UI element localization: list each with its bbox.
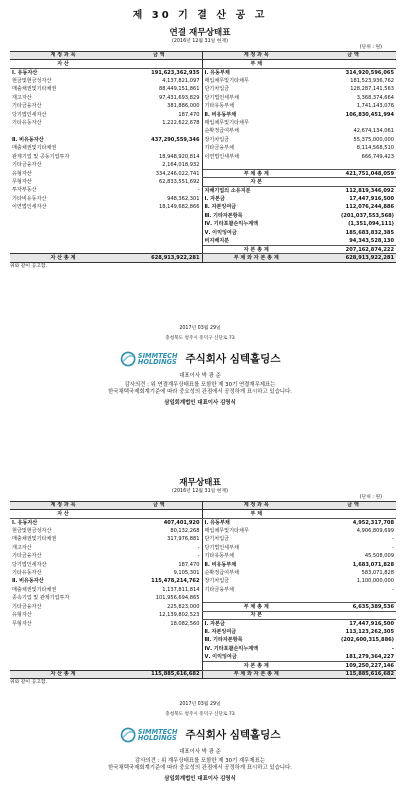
liability-equity-amount: 4,906,809,699 (356, 527, 394, 534)
asset-amount (116, 645, 202, 653)
asset-amount: 948,362,301 (167, 195, 200, 202)
liability-equity-amount: (201,037,553,568) (341, 212, 394, 219)
table-row (10, 527, 396, 535)
section-header: 부 채 (202, 510, 310, 518)
asset-amount: 9,105,301 (173, 569, 200, 576)
table-row (10, 161, 396, 169)
asset-account: 당기법인세자산 (12, 111, 47, 118)
liability-equity-amount: 55,375,000,000 (353, 136, 394, 143)
asset-amount (116, 662, 202, 670)
table-row (10, 662, 396, 670)
liability-equity-account: 비지배지분 (202, 237, 310, 245)
asset-account (10, 229, 116, 237)
asset-amount (116, 245, 202, 253)
table-row (10, 518, 396, 526)
table-row (10, 552, 396, 560)
asset-amount: 317,976,881 (167, 536, 200, 543)
column-header: 계 정 과 목 (202, 51, 310, 59)
liability-equity-amount: 181,523,936,762 (350, 77, 394, 84)
asset-account (10, 212, 116, 220)
asset-account (10, 662, 116, 670)
consolidated-announce-date: 2017년 03월 29일 (179, 326, 221, 331)
liability-equity-amount: 45,508,009 (364, 553, 394, 560)
asset-account: Ⅰ. 유동자산 (12, 519, 38, 526)
liability-equity-account: Ⅲ. 기타자본항목 (202, 636, 310, 644)
asset-amount: 80,132,268 (170, 527, 200, 534)
section-header (116, 510, 202, 518)
table-row (10, 102, 396, 110)
liability-equity-amount: 6,635,389,536 (310, 603, 396, 611)
table-row (10, 220, 396, 228)
table-total-row (10, 254, 396, 262)
column-header: 금 액 (310, 501, 396, 509)
asset-amount (116, 220, 202, 228)
asset-amount: 4,137,821,097 (162, 77, 200, 84)
total-liabilities-equity-label: 부 채 와 자 본 총 계 (202, 254, 310, 262)
asset-amount (116, 237, 202, 245)
liability-equity-amount: 207,162,874,222 (310, 245, 396, 253)
asset-amount: 18,948,920,814 (158, 153, 200, 160)
total-liabilities-equity-amount: 628,913,922,281 (310, 254, 396, 262)
table-row (10, 186, 396, 194)
liability-equity-account: Ⅴ. 이익잉여금 (202, 653, 310, 661)
column-header: 금 액 (116, 501, 202, 509)
separate-brand (4, 722, 396, 748)
asset-account (10, 636, 116, 644)
liability-equity-account: 부 채 총 계 (202, 169, 310, 177)
separate-balance-table (10, 501, 396, 679)
liability-equity-account: Ⅱ. 비유동부채 (202, 110, 310, 118)
table-row (10, 110, 396, 118)
liability-equity-amount: (1,351,094,111) (348, 221, 394, 228)
liability-equity-amount: - (392, 586, 394, 593)
asset-amount: 62,833,551,692 (158, 179, 200, 186)
asset-account (10, 653, 116, 661)
liability-equity-account: 매입채무및기타채무 (202, 527, 310, 535)
separate-company: 주식회사 심텍홀딩스 (185, 728, 281, 741)
consolidated-audit-line2: 한국채택국제회계기준에 따라 중요성의 관점에서 공정하게 표시하고 있습니다. (108, 389, 292, 396)
liability-equity-amount: 421,751,048,059 (310, 169, 396, 177)
liability-equity-amount: 42,674,134,061 (353, 128, 394, 135)
liability-equity-account: 기타유동부채 (202, 102, 310, 110)
table-subheader-row (10, 510, 396, 518)
consolidated-auditor: 삼일회계법인 대표이사 김영식 (164, 400, 236, 407)
liability-equity-account: Ⅳ. 기타포괄손익누계액 (202, 220, 310, 228)
asset-amount: 187,470 (178, 561, 200, 568)
table-row (10, 586, 396, 594)
liability-equity-account: Ⅰ. 유동부채 (202, 518, 310, 526)
asset-amount: 97,431,693,829 (158, 94, 200, 101)
liability-equity-account: 기타유동부채 (202, 552, 310, 560)
swoosh-icon (120, 725, 136, 745)
asset-account: Ⅱ. 비유동자산 (12, 136, 44, 143)
section-header: 부 채 (202, 60, 310, 68)
simmtech-logo (120, 722, 178, 748)
column-header: 계 정 과 목 (10, 501, 116, 509)
liability-equity-amount (310, 119, 396, 127)
section-header (310, 60, 396, 68)
table-row (10, 94, 396, 102)
total-assets-amount: 115,885,616,682 (116, 670, 202, 678)
liability-equity-account: Ⅳ. 기타포괄손익누계액 (202, 645, 310, 653)
liability-equity-amount: 1,100,000,000 (356, 578, 394, 585)
asset-account: 유형자산 (12, 170, 32, 177)
asset-amount: 101,956,694,865 (155, 595, 200, 602)
table-row (10, 229, 396, 237)
liability-equity-amount: 4,952,317,708 (352, 519, 394, 526)
table-row (10, 636, 396, 644)
asset-amount: 1,222,622,678 (162, 119, 200, 126)
asset-account: 이연법인세자산 (12, 204, 47, 211)
liability-equity-amount: 94,343,528,130 (349, 237, 394, 244)
table-header-row (10, 501, 396, 509)
section-header: 자 산 (10, 60, 116, 68)
liability-equity-account: 매입채무및기타채무 (202, 119, 310, 127)
liability-equity-account: Ⅰ. 유동부채 (202, 68, 310, 76)
table-row (10, 119, 396, 127)
separate-auditor: 삼일회계법인 대표이사 김영식 (164, 776, 236, 783)
table-row (10, 645, 396, 653)
asset-account: 투자부동산 (12, 187, 37, 194)
liability-equity-amount: 113,123,262,305 (345, 629, 394, 636)
liability-equity-amount (310, 594, 396, 602)
consolidated-unit: (단위 : 원) (359, 45, 382, 51)
asset-account: Ⅱ. 비유동자산 (12, 578, 44, 585)
asset-amount: 191,623,362,935 (151, 69, 200, 76)
liability-equity-amount (310, 161, 396, 169)
total-liabilities-equity-label: 부 채 와 자 본 총 계 (202, 670, 310, 678)
separate-signature (4, 692, 396, 783)
consolidated-signature (4, 326, 396, 442)
table-row (10, 127, 396, 135)
liability-equity-amount: 109,250,227,146 (310, 662, 396, 670)
asset-amount (116, 127, 202, 135)
asset-amount: 18,082,560 (170, 620, 200, 627)
liability-equity-account: Ⅰ. 자본금 (202, 195, 310, 203)
liability-equity-account: 매입채무및기타채무 (202, 77, 310, 85)
liability-equity-amount: 583,071,828 (361, 569, 394, 576)
table-row (10, 237, 396, 245)
total-liabilities-equity-amount: 115,885,616,682 (310, 670, 396, 678)
consolidated-section (4, 28, 396, 326)
table-row (10, 169, 396, 177)
consolidated-balance-table (10, 51, 396, 263)
separate-ceo: 대표이사 박 광 준 (179, 749, 221, 756)
asset-amount: 187,470 (178, 111, 200, 118)
liability-equity-account: Ⅱ. 비유동부채 (202, 560, 310, 568)
consolidated-note: 위와 같이 공고함. (10, 263, 48, 269)
table-row (10, 212, 396, 220)
asset-amount: 225,823,000 (167, 603, 200, 610)
simmtech-logo (120, 346, 178, 372)
asset-amount: - (197, 544, 200, 551)
table-row (10, 136, 396, 144)
asset-account: 당기법인세자산 (12, 561, 47, 568)
liability-equity-account: 순확정급여부채 (202, 127, 310, 135)
liability-equity-account: 순확정급여부채 (202, 569, 310, 577)
liability-equity-account: 당기법인세부채 (202, 94, 310, 102)
table-row (10, 77, 396, 85)
column-header: 금 액 (116, 51, 202, 59)
table-row (10, 544, 396, 552)
liability-equity-account: 장기차입금 (202, 136, 310, 144)
separate-date: (2016년 12월 31일 현재) (172, 489, 228, 495)
liability-equity-account: Ⅰ. 자본금 (202, 619, 310, 627)
asset-account: 무형자산 (12, 179, 32, 186)
asset-amount: 88,449,151,861 (158, 86, 200, 93)
liability-equity-account: 자 본 총 계 (202, 662, 310, 670)
separate-audit-opinion (4, 758, 396, 773)
consolidated-ceo: 대표이사 박 광 준 (179, 373, 221, 380)
liability-equity-amount: (202,600,315,886) (341, 637, 394, 644)
table-row (10, 619, 396, 627)
asset-account: 무형자산 (12, 620, 32, 627)
total-assets-label: 자 산 총 계 (10, 254, 116, 262)
table-row (10, 203, 396, 211)
liability-equity-account: 당기법인세부채 (202, 544, 310, 552)
logo-line1: SIMMTECH (137, 728, 178, 736)
table-row (10, 178, 396, 186)
separate-announce-date: 2017년 03월 29일 (179, 702, 221, 707)
liability-equity-amount: 17,447,916,500 (349, 620, 394, 627)
liability-equity-amount: 1,741,143,076 (356, 103, 394, 110)
consolidated-brand (4, 346, 396, 372)
total-assets-amount: 628,913,922,281 (116, 254, 202, 262)
liability-equity-amount: 128,287,141,563 (350, 86, 394, 93)
separate-address: 충청북도 청주시 흥덕구 산단로 73 (165, 711, 235, 717)
liability-equity-account: 장기차입금 (202, 577, 310, 585)
column-header: 금 액 (310, 51, 396, 59)
asset-account: 기타금융자산 (12, 162, 42, 169)
asset-amount: 12,139,802,523 (158, 612, 200, 619)
liability-equity-amount: 666,749,423 (361, 153, 394, 160)
table-row (10, 577, 396, 585)
asset-amount: 1,137,811,814 (162, 586, 200, 593)
table-row (10, 594, 396, 602)
consolidated-company: 주식회사 심텍홀딩스 (185, 352, 281, 365)
section-header: 자 산 (10, 510, 116, 518)
liability-equity-account: 지배기업의 소유지분 (202, 186, 310, 194)
section-header (310, 510, 396, 518)
column-header: 계 정 과 목 (202, 501, 310, 509)
total-assets-label: 자 산 총 계 (10, 670, 116, 678)
asset-amount (116, 229, 202, 237)
liability-equity-amount: 3,368,374,664 (356, 94, 394, 101)
table-row (10, 611, 396, 619)
separate-unit: (단위 : 원) (359, 495, 382, 501)
asset-amount: 407,401,920 (163, 519, 200, 526)
liability-equity-amount: 1,683,071,828 (352, 561, 394, 568)
asset-account (10, 237, 116, 245)
asset-account: 재고자산 (12, 544, 32, 551)
asset-amount: - (197, 187, 200, 194)
asset-account: 기타금융자산 (12, 103, 42, 110)
asset-amount: 2,164,018,932 (162, 162, 200, 169)
table-row (10, 245, 396, 253)
liability-equity-account: 기타금융부채 (202, 586, 310, 594)
liability-equity-amount: 112,819,346,092 (345, 187, 394, 194)
asset-amount (116, 144, 202, 152)
table-row (10, 628, 396, 636)
asset-account: 기타금융자산 (12, 553, 42, 560)
logo-line2: HOLDINGS (137, 734, 177, 743)
asset-account: 매출채권및기타채권 (12, 145, 57, 152)
section-header (116, 60, 202, 68)
asset-amount: 115,478,214,762 (151, 578, 200, 585)
asset-account (10, 127, 116, 135)
separate-audit-line1: 감사의견 : 위 재무상태표를 포함한 제 30기 재무제표는 (134, 757, 266, 764)
liability-equity-account (202, 161, 310, 169)
table-row (10, 535, 396, 543)
liability-equity-account: 단기차입금 (202, 535, 310, 543)
table-row (10, 144, 396, 152)
consolidated-date: (2016년 12월 31일 현재) (172, 39, 228, 45)
liability-equity-amount: 17,447,916,500 (349, 195, 394, 202)
asset-account: 유형자산 (12, 612, 32, 619)
asset-amount: 334,246,022,741 (155, 170, 200, 177)
asset-amount (116, 628, 202, 636)
asset-account: 현금및현금성자산 (12, 527, 52, 534)
liability-equity-account: 자 본 총 계 (202, 245, 310, 253)
table-row (10, 68, 396, 76)
asset-account (10, 628, 116, 636)
liability-equity-amount: - (392, 544, 394, 551)
liability-equity-amount (310, 611, 396, 619)
liability-equity-account: 부 채 총 계 (202, 603, 310, 611)
asset-account: Ⅰ. 유동자산 (12, 69, 38, 76)
asset-account: 매출채권및기타채권 (12, 586, 57, 593)
liability-equity-amount: 112,076,244,886 (345, 204, 394, 211)
liability-equity-amount (310, 178, 396, 186)
asset-account: 매출채권및기타채권 (12, 536, 57, 543)
asset-account (10, 645, 116, 653)
logo-line2: HOLDINGS (137, 358, 177, 367)
asset-amount: - (197, 553, 200, 560)
table-row (10, 569, 396, 577)
asset-account: 관계기업 및 공동기업투자 (12, 153, 70, 160)
table-row (10, 153, 396, 161)
asset-account: 기타비유동자산 (12, 195, 47, 202)
liability-equity-amount: 8,114,568,510 (356, 145, 394, 152)
liability-equity-amount: - (392, 536, 394, 543)
consolidated-audit-line1: 감사의견 : 위 연결재무상태표를 포함한 제 30기 연결재무제표는 (124, 381, 276, 388)
table-row (10, 560, 396, 568)
asset-amount: 18,149,682,866 (158, 204, 200, 211)
asset-account: 현금및현금성자산 (12, 77, 52, 84)
table-subheader-row (10, 60, 396, 68)
consolidated-address: 충청북도 청주시 흥덕구 산단로 73 (165, 335, 235, 341)
liability-equity-account: 이연법인세부채 (202, 153, 310, 161)
asset-amount (116, 636, 202, 644)
liability-equity-account: 자 본 (202, 178, 310, 186)
asset-account: 기타유동자산 (12, 119, 42, 126)
asset-account: 매출채권및기타채권 (12, 86, 57, 93)
consolidated-title: 연결 재무상태표 (169, 28, 231, 38)
table-row (10, 195, 396, 203)
logo-line1: SIMMTECH (137, 352, 178, 360)
table-row (10, 85, 396, 93)
liability-equity-account: 기타금융부채 (202, 144, 310, 152)
liability-equity-amount: 106,830,451,994 (345, 111, 394, 118)
asset-account: 재고자산 (12, 94, 32, 101)
table-row (10, 603, 396, 611)
swoosh-icon (120, 349, 136, 369)
main-title: 제 30 기 결 산 공 고 (132, 10, 268, 21)
asset-account (10, 220, 116, 228)
liability-equity-account: Ⅴ. 이익잉여금 (202, 229, 310, 237)
separate-audit-line2: 한국채택국제회계기준에 따라 중요성의 관점에서 공정하게 표시하고 있습니다. (108, 765, 292, 772)
asset-amount (116, 212, 202, 220)
asset-amount (116, 653, 202, 661)
liability-equity-account: 단기차입금 (202, 85, 310, 93)
consolidated-audit-opinion (4, 382, 396, 397)
separate-section (4, 442, 396, 692)
asset-account (10, 245, 116, 253)
column-header: 계 정 과 목 (10, 51, 116, 59)
asset-amount: 437,290,559,346 (151, 136, 200, 143)
asset-account: 기타금융자산 (12, 603, 42, 610)
liability-equity-account: Ⅲ. 기타자본항목 (202, 212, 310, 220)
liability-equity-account: Ⅱ. 자본잉여금 (202, 628, 310, 636)
liability-equity-amount: - (391, 645, 394, 652)
asset-account: 기타유동자산 (12, 569, 42, 576)
liability-equity-amount: 185,683,832,385 (345, 229, 394, 236)
asset-amount: 381,886,000 (167, 103, 200, 110)
asset-account: 종속기업 및 관계기업투자 (12, 595, 70, 602)
liability-equity-account: Ⅱ. 자본잉여금 (202, 203, 310, 211)
liability-equity-amount: 181,279,364,227 (345, 654, 394, 661)
liability-equity-account (202, 594, 310, 602)
separate-note: 위와 같이 공고함. (10, 680, 48, 685)
table-header-row (10, 51, 396, 59)
separate-title: 재무상태표 (179, 478, 221, 488)
table-total-row (10, 670, 396, 678)
table-row (10, 653, 396, 661)
liability-equity-account: 자 본 (202, 611, 310, 619)
liability-equity-amount: 314,920,596,065 (345, 69, 394, 76)
